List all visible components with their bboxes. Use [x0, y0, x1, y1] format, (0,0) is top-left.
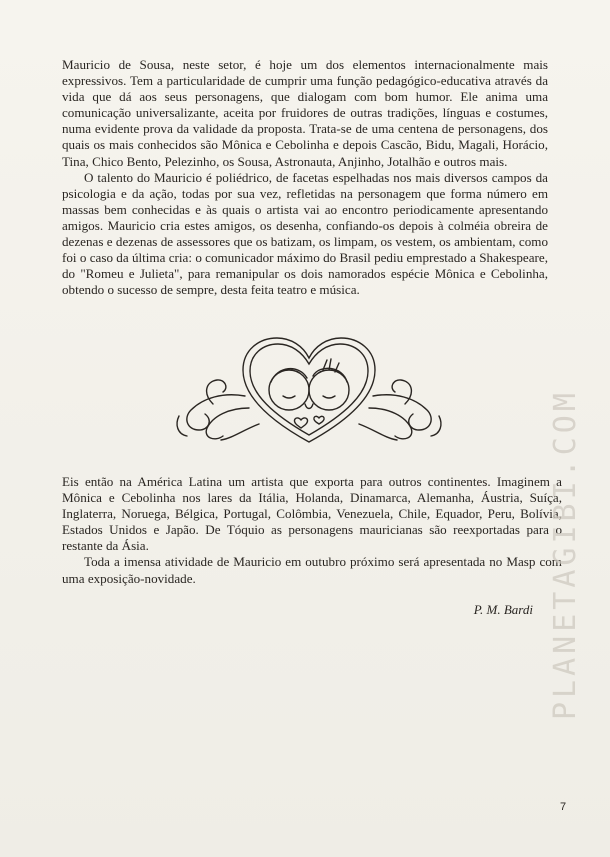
author-signature: P. M. Bardi: [473, 602, 533, 617]
paragraph-2: O talento do Mauricio é poliédrico, de facetas espelhadas nos mais diversos campos da psicologia e da ação, todas por sua vez, refletidas na personagem que forma número em massas bem conhecidas e às quais o artista vai ao encontro periodicamente apresentando amigos. Mauricio cria estes amigos, os desenha, confiando-os depois à colméia obreira de dezenas e dezenas de assessores que os batizam, os limpam, os vestem, os ambientam, como foi o caso da última cria: o comunicador máximo do Brasil pediu emprestado a Shakespeare, do "Romeu e Julieta", para remanipular os dois namorados espécie Mônica e Cebolinha, obtendo o sucesso de sempre, desta feita teatro e música.: [62, 169, 548, 298]
paragraph-4: Toda a imensa atividade de Mauricio em outubro próximo será apresentada no Masp com uma exposição-novidade.: [62, 554, 562, 586]
article-text-bottom: [62, 474, 562, 587]
heart-couple-illustration: [173, 334, 445, 446]
article-text-top: [62, 57, 548, 298]
watermark: PLANETAGIBI.COM: [548, 389, 583, 721]
page-number: 7: [560, 801, 567, 813]
paragraph-3: Eis então na América Latina um artista que exporta para outros continentes. Imaginem a Mônica e Cebolinha nos lares da Itália, Holanda, Dinamarca, Alemanha, Áustria, Suíça, Inglaterra, Noruega, Bélgica, Portugal, Colômbia, Venezuela, Chile, Equador, Peru, Bolívia, Estados Unidos e Japão. De Tóquio as personagens mauricianas são reexportadas para o restante da Ásia.: [62, 474, 562, 554]
paragraph-1: Mauricio de Sousa, neste setor, é hoje um dos elementos internacionalmente mais expressivos. Tem a particularidade de cumprir uma função pedagógico-educativa através da vida que dá aos seus personagens, que dialogam com bom humor. Ele anima uma comunicação universalizante, aceita por fruidores de outras tradições, línguas e costumes, numa evidente prova da validade da proposta. Trata-se de uma centena de personagens, dos quais os mais conhecidos são Mônica e Cebolinha e depois Cascão, Bidu, Magali, Horácio, Tina, Chico Bento, Pelezinho, os Sousa, Astronauta, Anjinho, Jotalhão e outros mais.: [62, 57, 548, 169]
